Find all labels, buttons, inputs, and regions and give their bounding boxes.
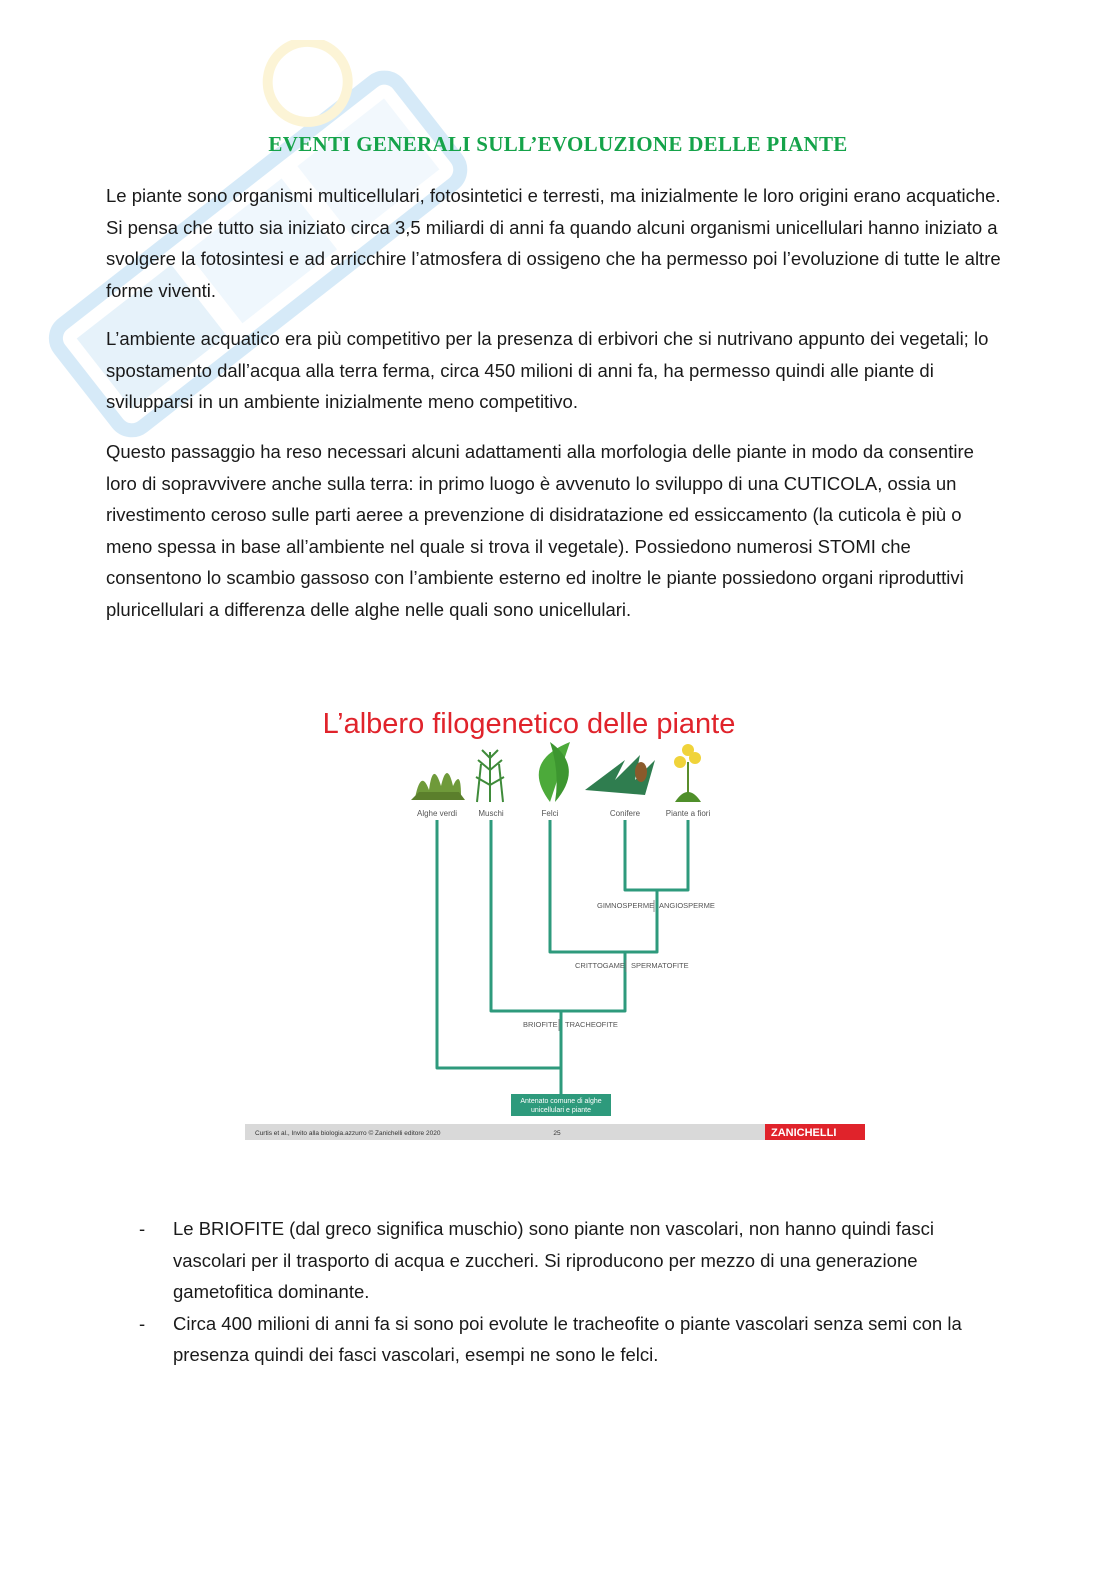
plant-label-fern: Felci [541,809,559,818]
figure-title: L’albero filogenetico delle piante [322,708,736,740]
list-item [106,1308,1006,1371]
branch-seed-plants [550,820,657,952]
plant-label-moss: Muschi [478,809,504,818]
plant-label-conifer: Conifere [609,809,641,818]
page-title: EVENTI GENERALI SULL’EVOLUZIONE DELLE PIANTE [268,132,848,156]
figure-footer-credit: Curtis et al., Invito alla biologia.azzurro © Zanichelli editore 2020 [255,1130,441,1137]
bullet-text-tracheofite: Circa 400 milioni di anni fa si sono poi evolute le tracheofite o piante vascolari senza semi con la presenza quindi dei fasci vascolari, esempi ne sono le felci. [173,1312,962,1365]
publisher-label: ZANICHELLI [771,1127,837,1139]
node-label-gimnosperme: GIMNOSPERME [597,901,655,910]
node-label-crittogame: CRITTOGAME [575,961,625,970]
paragraph-environment: L’ambiente acquatico era più competitivo per la presenza di erbivori che si nutrivano appunto dei vegetali; lo spostamento dall’acqua alla terra ferma, circa 450 milioni di anni fa, ha permesso quindi alle piante di svilupparsi in un ambiente inizialmente meno competitivo. [106,328,989,412]
node-label-briofite: BRIOFITE [523,1020,558,1029]
paragraph-origins: Le piante sono organismi multicellulari, fotosintetici e terresti, ma inizialmente le loro origini erano acquatiche. Si pensa che tutto sia iniziato circa 3,5 miliardi di anni fa quando alcuni organismi unicellulari hanno iniziato a svolgere la fotosintesi e ad arricchire l’atmosfera di ossigeno che ha permesso poi l’evoluzione di tutte le altre forme viventi. [106,185,1001,301]
node-label-tracheofite: TRACHEOFITE [565,1020,618,1029]
flowering-plant-icon [674,744,701,802]
ancestor-label-line2: unicellulari e piante [531,1107,591,1114]
list-item [106,1213,1006,1308]
figure-footer-page: 25 [553,1130,561,1137]
node-label-angiosperme: ANGIOSPERME [659,901,715,910]
ancestor-label-line1: Antenato comune di alghe [520,1098,602,1105]
plant-label-algae: Alghe verdi [416,809,458,818]
branch-land-plants [437,820,561,1068]
bullet-list [106,1213,1006,1371]
bullet-marker: - [139,1312,146,1334]
paragraph-adaptations: Questo passaggio ha reso necessari alcuni adattamenti alla morfologia delle piante in modo da consentire loro di sopravvivere anche sulla terra: in primo luogo è avvenuto lo sviluppo di una CUTICOLA, ossia un rivestimento ceroso sulle parti aeree a prevenzione di disidratazione ed essiccamento (la cuticola è più o meno spessa in base all’ambiente nel quale si trova il vegetale). Possiedono numerosi STOMI che consentono lo scambio gassoso con l’ambiente esterno ed inoltre le piante possiedono organi riproduttivi pluricellulari a differenza delle alghe nelle quali sono unicellulari. [106,441,974,620]
algae-icon [411,773,465,800]
fern-icon [539,742,570,802]
conifer-icon [585,755,655,795]
branch-conifer-flowering [625,820,688,890]
plant-label-flowering: Piante a fiori [665,809,711,818]
node-label-spermatofite: SPERMATOFITE [631,961,689,970]
bullet-text-briofite: Le BRIOFITE (dal greco significa muschio) sono piante non vascolari, non hanno quindi fasci vascolari per il trasporto di acqua e zuccheri. Si riproducono per mezzo di una generazione gametofitica dominante. [173,1218,934,1302]
branch-vascular [491,820,625,1011]
moss-icon [476,750,504,802]
bullet-marker: - [139,1218,146,1239]
phylogenetic-tree-figure [245,690,865,1142]
